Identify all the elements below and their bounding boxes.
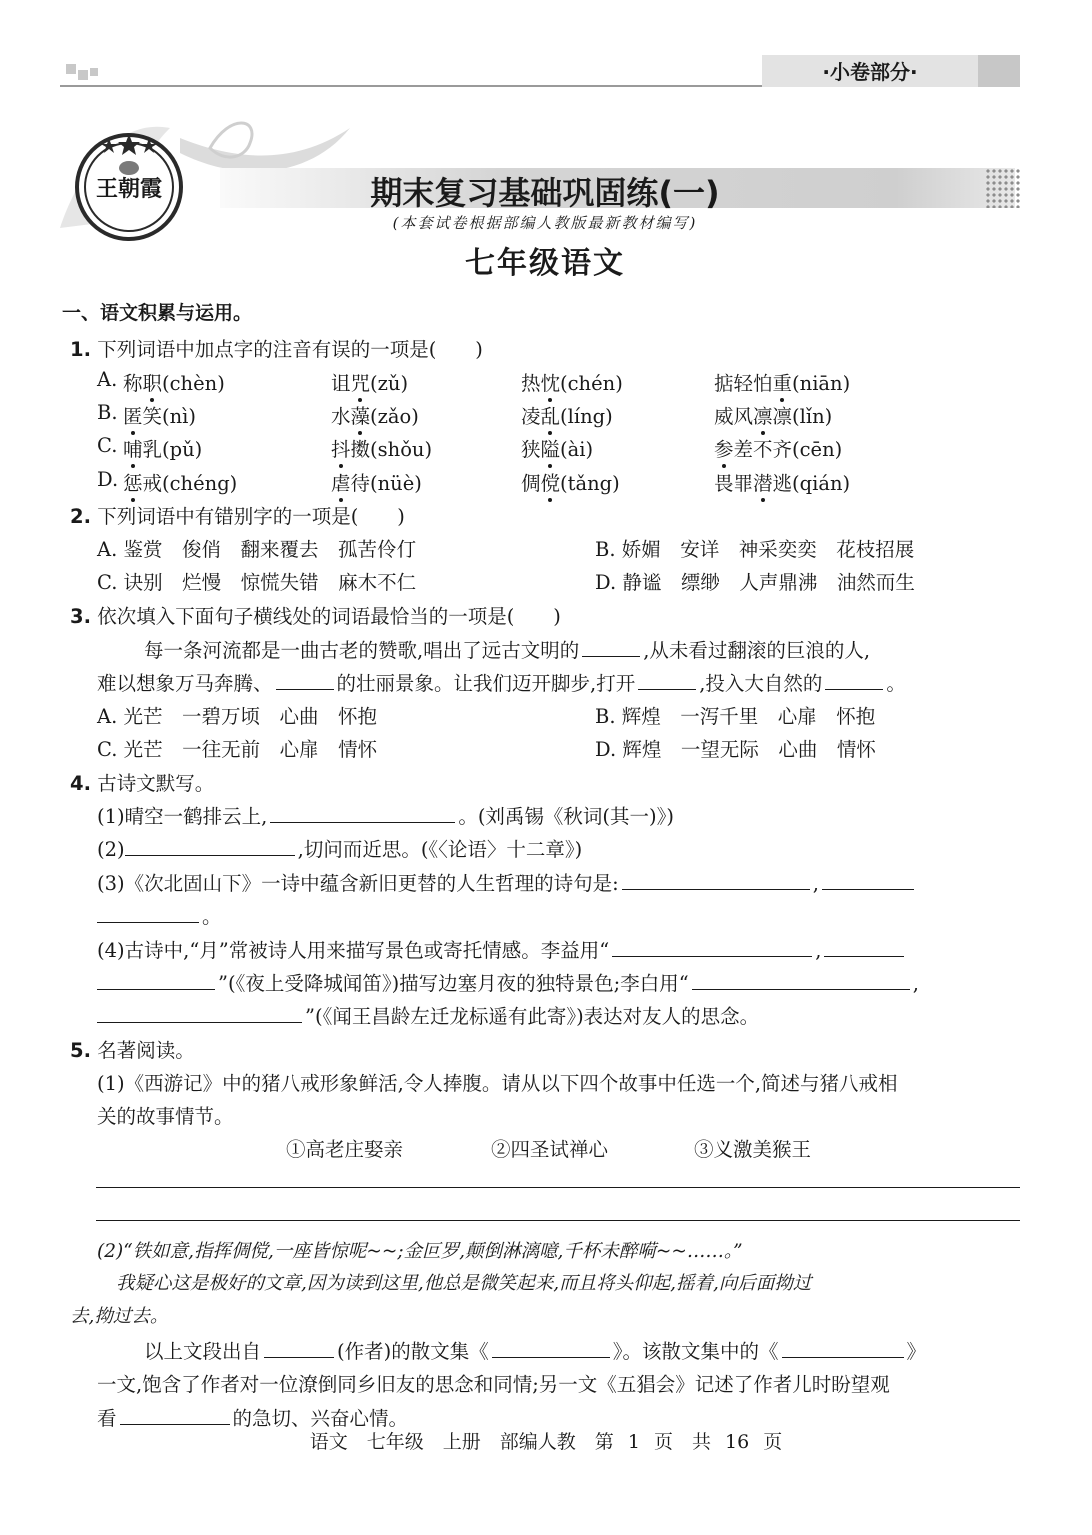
excerpt-line: 去,拗过去。 bbox=[70, 1306, 169, 1327]
q1-option-item: 诅咒(zǔ) bbox=[331, 372, 409, 395]
option-a: A. 鉴赏 俊俏 翻来覆去 孤苦伶仃 bbox=[97, 538, 416, 561]
subject-title: 七年级语文 bbox=[465, 246, 625, 281]
decor-square bbox=[66, 64, 76, 74]
question-number: 5. bbox=[70, 1039, 91, 1062]
recite-4: (4)古诗中,“月”常被诗人用来描写景色或寄托情感。李益用“ , bbox=[97, 935, 907, 963]
question-3 bbox=[70, 601, 561, 629]
emphasized-char: 藻 bbox=[350, 405, 371, 428]
question-number: 3. bbox=[70, 605, 91, 628]
q1-option-item: 抖擞(shǒu) bbox=[331, 438, 433, 461]
emphasized-char: 忱 bbox=[540, 372, 561, 395]
question-stem: 古诗文默写。 bbox=[97, 772, 215, 795]
story-choice-1: ①高老庄娶亲 bbox=[286, 1138, 404, 1161]
story-choice-2: ②四圣试禅心 bbox=[491, 1138, 609, 1161]
answer-line[interactable] bbox=[96, 1187, 1020, 1188]
option-label: C. bbox=[97, 434, 118, 457]
recite-3: (3)《次北固山下》一诗中蕴含新旧更替的人生哲理的诗句是: , bbox=[97, 868, 917, 896]
passage-line: 每一条河流都是一曲古老的赞歌,唱出了远古文明的 ,从未看过翻滚的巨浪的人, bbox=[144, 639, 871, 662]
question-stem: 下列词语中有错别字的一项是( ) bbox=[97, 505, 405, 528]
emphasized-char: 匿 bbox=[123, 405, 143, 428]
question-1 bbox=[70, 334, 483, 362]
q1-option-item: 虐待(nüè) bbox=[331, 472, 422, 495]
page-footer: 语文 七年级 上册 部编人教 第 1 页 共 16 页 bbox=[309, 1431, 783, 1453]
option-b: B. 娇媚 安详 神采奕奕 花枝招展 bbox=[595, 538, 915, 561]
question-number: 2. bbox=[70, 505, 91, 528]
q1-option-item: 掂轻怕重(niān) bbox=[714, 372, 851, 395]
emphasized-char: 乱 bbox=[540, 405, 561, 428]
question-number: 4. bbox=[70, 772, 91, 795]
q1-option-item: 惩戒(chéng) bbox=[123, 472, 238, 495]
fill-line: 以上文段出自 (作者)的散文集《 》。该散文集中的《 》 bbox=[144, 1340, 927, 1363]
section-tag-block bbox=[978, 55, 1020, 87]
quote-line: (2)“铁如意,指挥倜傥,一座皆惊呢~~;金叵罗,颠倒淋漓噫,千杯未醉嗬~~……。” bbox=[97, 1241, 743, 1262]
fill-line-2: 一文,饱含了作者对一位潦倒同乡旧友的思念和同情;另一文《五猖会》记述了作者儿时盼望观 bbox=[97, 1373, 890, 1396]
q1-option-item: 水藻(zǎo) bbox=[331, 405, 419, 428]
dot-pattern bbox=[985, 168, 1021, 208]
emphasized-char: 隘 bbox=[540, 438, 561, 461]
story-choice-3: ③义激美猴王 bbox=[694, 1138, 812, 1161]
section-tag: ·小卷部分· bbox=[822, 60, 918, 84]
question-number: 1. bbox=[70, 338, 91, 361]
q1-option-item: 匿笑(nì) bbox=[123, 405, 197, 428]
option-b: B. 辉煌 一泻千里 心扉 怀抱 bbox=[595, 705, 876, 728]
q1-option-item: 称职(chèn) bbox=[123, 372, 225, 395]
emphasized-char: 抖 bbox=[331, 438, 351, 461]
option-d: D. 静谧 缥缈 人声鼎沸 油然而生 bbox=[595, 571, 915, 594]
emphasized-char: 潜 bbox=[753, 472, 773, 495]
option-d: D. 辉煌 一望无际 心曲 情怀 bbox=[595, 738, 876, 761]
question-stem: 下列词语中加点字的注音有误的一项是( ) bbox=[97, 338, 483, 361]
q1-option-item: 威风凛凛(lǐn) bbox=[714, 405, 833, 428]
excerpt-line: 我疑心这是极好的文章,因为读到这里,他总是微笑起来,而且将头仰起,摇着,向后面拗过 bbox=[116, 1273, 812, 1294]
reading-prompt-cont: 关的故事情节。 bbox=[97, 1105, 234, 1128]
emphasized-char: 咒 bbox=[350, 372, 371, 395]
recite-1: (1)晴空一鹤排云上, 。(刘禹锡《秋词(其一)》) bbox=[97, 805, 675, 828]
emphasized-char: 重 bbox=[772, 372, 793, 395]
decor-square bbox=[78, 70, 88, 80]
emphasized-char: 凛 bbox=[753, 405, 773, 428]
q1-option-item: 畏罪潜逃(qián) bbox=[714, 472, 851, 495]
question-5 bbox=[70, 1035, 195, 1063]
edition-note: (本套试卷根据部编人教版最新教材编写) bbox=[392, 214, 698, 232]
decor-square bbox=[90, 68, 98, 76]
question-2 bbox=[70, 501, 405, 529]
page-title: 期末复习基础巩固练(一) bbox=[370, 174, 720, 212]
answer-line[interactable] bbox=[96, 1220, 1020, 1221]
option-label: A. bbox=[97, 368, 118, 391]
emphasized-char: 参 bbox=[714, 438, 734, 461]
emphasized-char: 职 bbox=[142, 372, 163, 395]
fill-line-3: 看 的急切、兴奋心情。 bbox=[97, 1407, 409, 1430]
q1-option-item: 凌乱(líng) bbox=[521, 405, 613, 428]
q1-option-item: 热忱(chén) bbox=[521, 372, 623, 395]
question-stem: 名著阅读。 bbox=[97, 1039, 195, 1062]
recite-2: (2) ,切问而近思。(《〈论语〉十二章》) bbox=[97, 838, 583, 861]
logo-text: 王朝霞 bbox=[95, 176, 163, 202]
option-c: C. 诀别 烂慢 惊慌失错 麻木不仁 bbox=[97, 571, 417, 594]
recite-4-end: ”(《闻王昌龄左迁龙标遥有此寄》)表达对友人的思念。 bbox=[97, 1001, 759, 1029]
recite-4-cont: ”(《夜上受降城闻笛》)描写边塞月夜的独特景色;李白用“ , bbox=[97, 968, 919, 996]
q1-option-item: 倜傥(tǎng) bbox=[521, 472, 620, 495]
emphasized-char: 哺 bbox=[123, 438, 143, 461]
q1-option-item: 参差不齐(cēn) bbox=[714, 438, 843, 461]
publisher-logo bbox=[74, 132, 184, 242]
section-heading: 一、语文积累与运用。 bbox=[62, 302, 253, 324]
q1-option-item: 哺乳(pǔ) bbox=[123, 438, 203, 461]
recite-3-cont: 。 bbox=[97, 901, 222, 929]
emphasized-char: 惩 bbox=[123, 472, 143, 495]
emphasized-char: 虐 bbox=[331, 472, 351, 495]
option-c: C. 光芒 一往无前 心扉 情怀 bbox=[97, 738, 378, 761]
q1-option-item: 狭隘(ài) bbox=[521, 438, 594, 461]
option-label: D. bbox=[97, 468, 119, 491]
emphasized-char: 傥 bbox=[540, 472, 561, 495]
passage-line: 难以想象万马奔腾、 的壮丽景象。让我们迈开脚步,打开 ,投入大自然的 。 bbox=[97, 672, 906, 695]
option-label: B. bbox=[97, 401, 118, 424]
question-4 bbox=[70, 768, 214, 796]
reading-prompt: (1)《西游记》中的猪八戒形象鲜活,令人捧腹。请从以下四个故事中任选一个,简述与猪八戒相 bbox=[97, 1072, 898, 1095]
question-stem: 依次填入下面句子横线处的词语最恰当的一项是( ) bbox=[97, 605, 561, 628]
option-a: A. 光芒 一碧万顷 心曲 怀抱 bbox=[97, 705, 377, 728]
